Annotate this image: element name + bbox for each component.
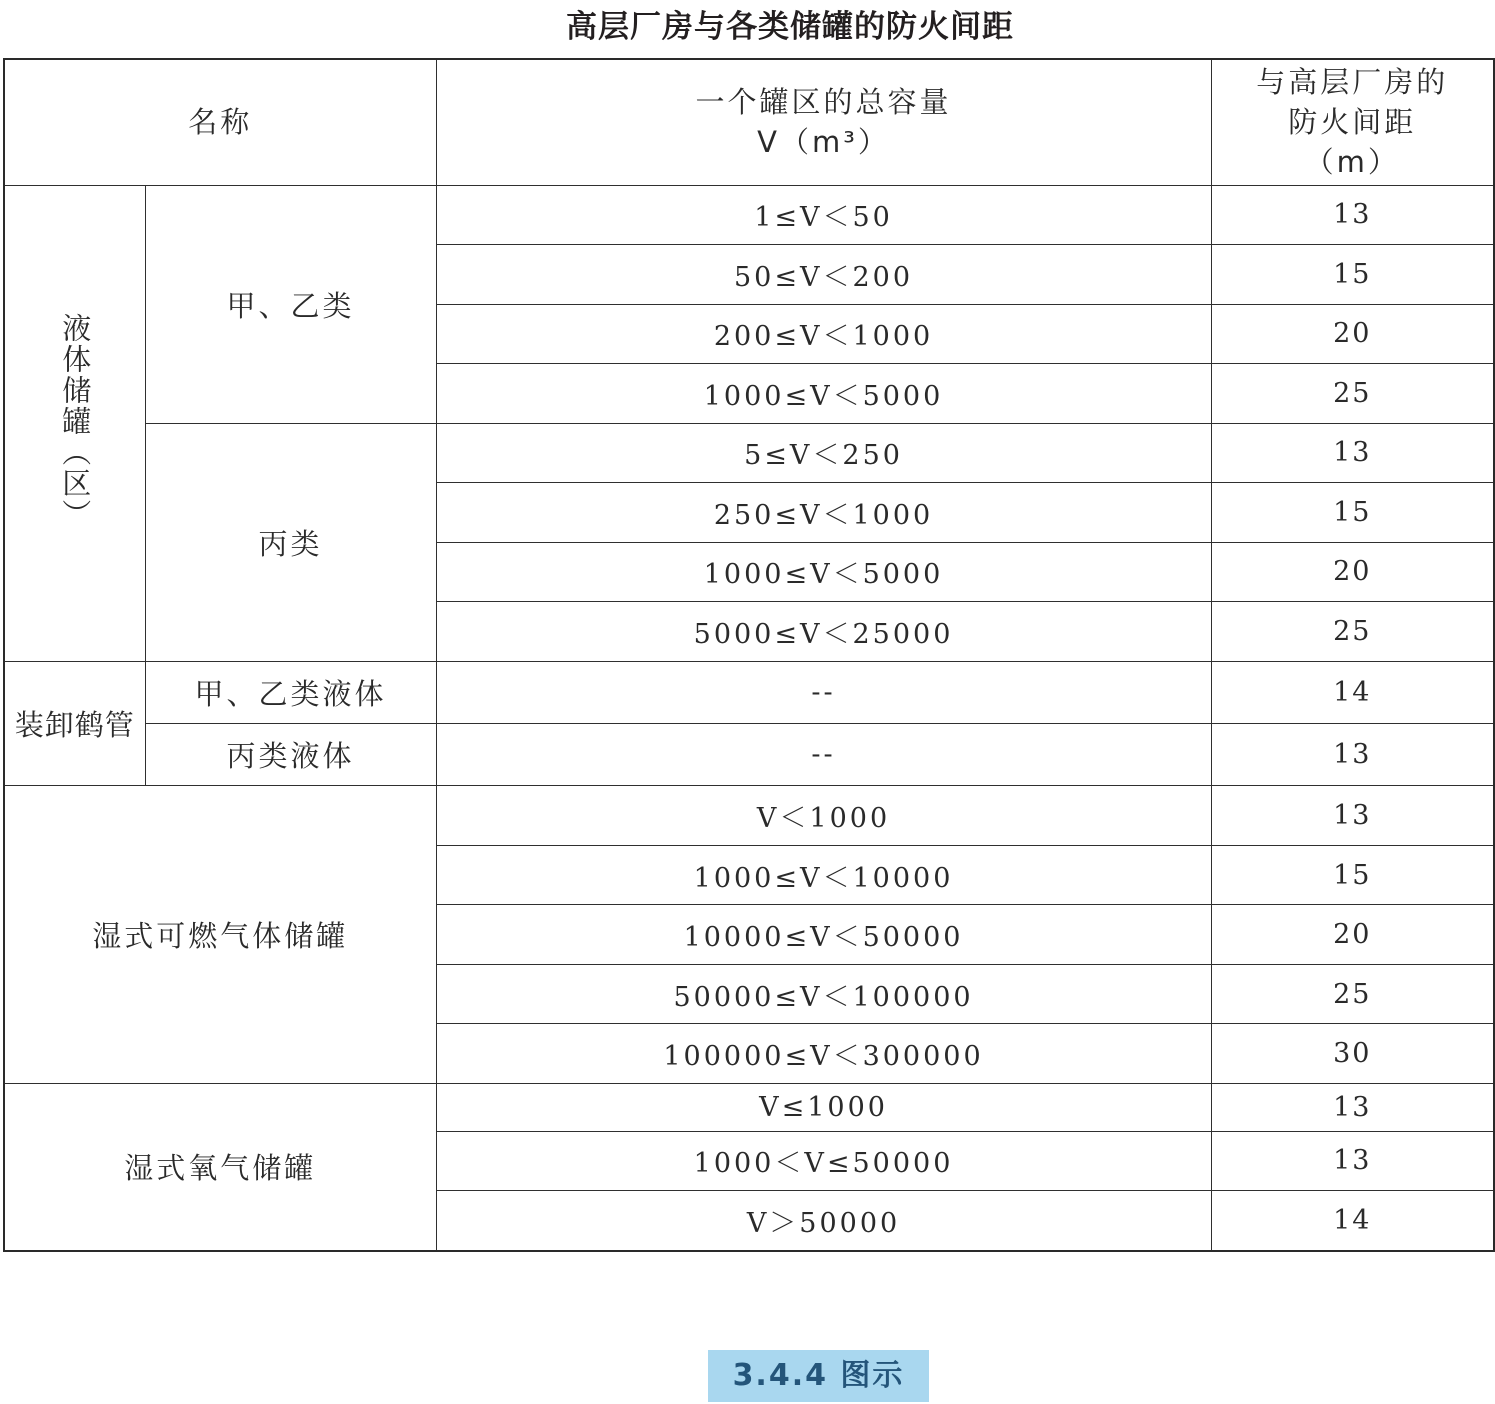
distance-cell: 30: [1211, 1024, 1494, 1084]
range-cell: 1≤V＜50: [436, 185, 1211, 245]
distance-cell: 13: [1211, 1083, 1494, 1131]
table-row: [4, 661, 1494, 723]
range-cell: V≤1000: [436, 1083, 1211, 1131]
distance-cell: 13: [1211, 185, 1494, 245]
table-title: 高层厂房与各类储罐的防火间距: [566, 9, 1014, 45]
range-cell: 1000≤V＜10000: [436, 845, 1211, 905]
distance-cell: 25: [1211, 364, 1494, 424]
distance-cell: 13: [1211, 1131, 1494, 1191]
range-cell: 100000≤V＜300000: [436, 1024, 1211, 1084]
group-wet-oxygen-cell: [4, 1083, 436, 1251]
subgroup-crane-jia-yi: 甲、乙类液体: [194, 676, 387, 711]
header-distance-line1: 与高层厂房的: [1256, 65, 1449, 100]
distance-cell: 14: [1211, 1191, 1494, 1251]
range-cell: --: [436, 723, 1211, 785]
group-liquid-tank-cell: [4, 185, 145, 661]
distance-cell: 15: [1211, 245, 1494, 305]
range-cell: 5≤V＜250: [436, 423, 1211, 483]
table-row: [4, 1083, 1494, 1131]
group-liquid-tank: 液体储罐（区）: [58, 312, 93, 530]
distance-cell: 20: [1211, 905, 1494, 965]
range-cell: 50≤V＜200: [436, 245, 1211, 305]
table-row: [4, 185, 1494, 245]
range-cell: 5000≤V＜25000: [436, 602, 1211, 662]
range-cell: V＞50000: [436, 1191, 1211, 1251]
subgroup-crane-bing-cell: [145, 723, 436, 785]
group-wet-gas: 湿式可燃气体储罐: [92, 919, 349, 954]
header-distance-cell: [1211, 59, 1494, 185]
distance-cell: 25: [1211, 602, 1494, 662]
range-cell: 1000＜V≤50000: [436, 1131, 1211, 1191]
distance-cell: 15: [1211, 845, 1494, 905]
subgroup-bing-cell: [145, 423, 436, 661]
table-row: [4, 723, 1494, 785]
figure-caption: 3.4.4 图示: [708, 1350, 929, 1402]
header-capacity-line1: 一个罐区的总容量: [695, 85, 952, 120]
group-crane: 装卸鹤管: [14, 707, 135, 742]
range-cell: 250≤V＜1000: [436, 483, 1211, 543]
range-cell: 50000≤V＜100000: [436, 964, 1211, 1024]
table-row: [4, 423, 1494, 483]
range-cell: 1000≤V＜5000: [436, 364, 1211, 424]
distance-cell: 13: [1211, 786, 1494, 846]
distance-cell: 20: [1211, 542, 1494, 602]
distance-cell: 14: [1211, 661, 1494, 723]
range-cell: 1000≤V＜5000: [436, 542, 1211, 602]
distance-cell: 20: [1211, 304, 1494, 364]
distance-cell: 15: [1211, 483, 1494, 543]
subgroup-jia-yi-cell: [145, 185, 436, 423]
group-wet-gas-cell: [4, 786, 436, 1084]
header-capacity-cell: [436, 59, 1211, 185]
subgroup-jia-yi: 甲、乙类: [226, 288, 355, 323]
range-cell: 10000≤V＜50000: [436, 905, 1211, 965]
header-distance-line3: （m）: [1304, 145, 1400, 180]
subgroup-bing: 丙类: [258, 526, 323, 561]
table-row: [4, 786, 1494, 846]
header-name: 名称: [188, 105, 253, 140]
distance-cell: 13: [1211, 723, 1494, 785]
subgroup-crane-bing: 丙类液体: [226, 739, 355, 774]
range-cell: V＜1000: [436, 786, 1211, 846]
range-cell: --: [436, 661, 1211, 723]
group-crane-cell: [4, 661, 145, 786]
header-row: [4, 59, 1494, 185]
group-wet-oxygen: 湿式氧气储罐: [124, 1151, 317, 1186]
range-cell: 200≤V＜1000: [436, 304, 1211, 364]
fire-distance-table: [3, 58, 1495, 1252]
header-distance-line2: 防火间距: [1288, 105, 1417, 140]
distance-cell: 13: [1211, 423, 1494, 483]
header-capacity-line2: V（m³）: [757, 125, 890, 160]
header-name-cell: [4, 59, 436, 185]
distance-cell: 25: [1211, 964, 1494, 1024]
subgroup-crane-jia-yi-cell: [145, 661, 436, 723]
